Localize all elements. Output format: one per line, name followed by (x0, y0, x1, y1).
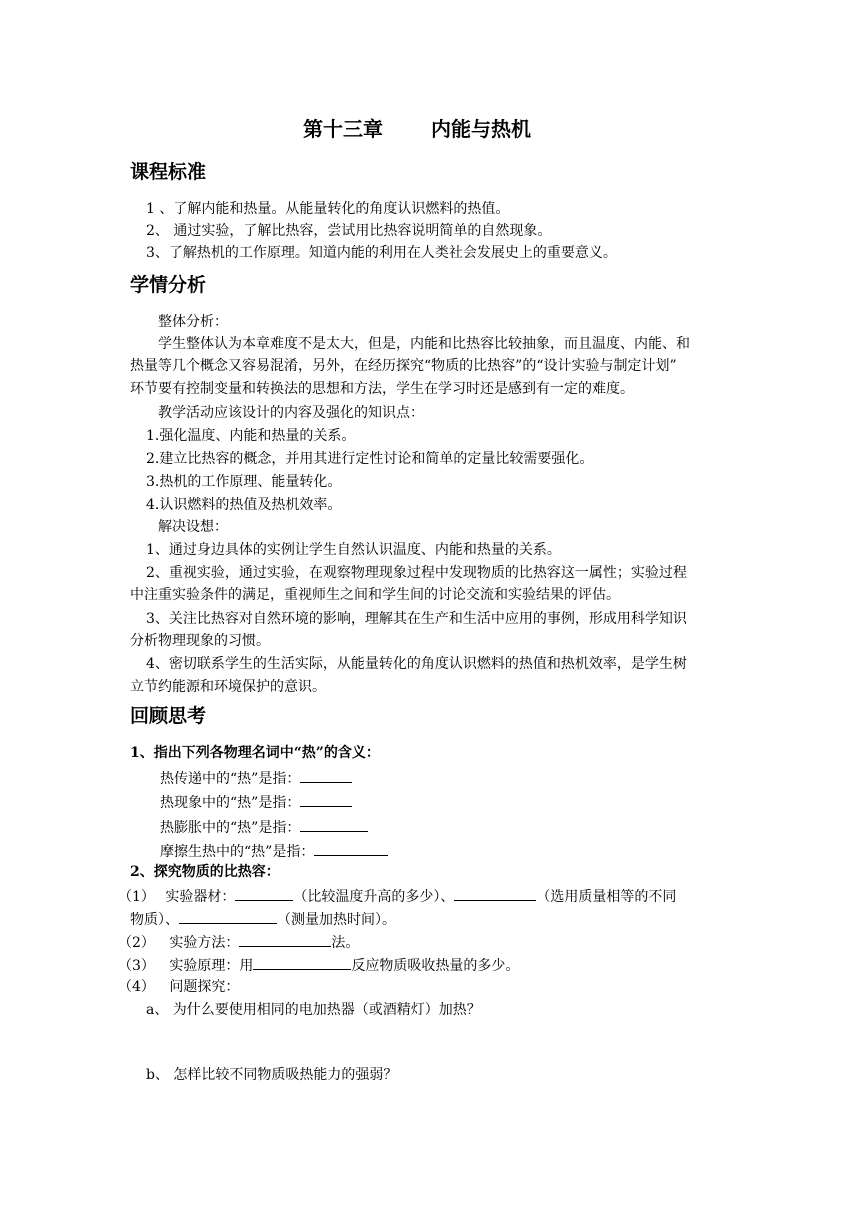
answer-blank[interactable] (300, 817, 368, 832)
q2-subquestion-b: b、 怎样比较不同物质吸热能力的强弱？ (146, 1067, 398, 1083)
q1-item-label: 摩擦生热中的“热”是指： (160, 844, 315, 860)
chapter-name: 内能与热机 (431, 117, 531, 141)
analysis-line: 3、关注比热容对自然环境的影响，理解其在生产和生活中应用的事例，形成用科学知识 (146, 611, 687, 627)
analysis-line: 3.热机的工作原理、能量转化。 (146, 474, 342, 490)
answer-blank[interactable] (454, 886, 536, 901)
part-text: （选用质量相等的不同 (536, 889, 677, 905)
analysis-line: 解决设想： (158, 519, 228, 535)
q2-part-4 (118, 978, 239, 996)
page-title (303, 117, 531, 141)
part-text: （比较温度升高的多少）、 (293, 889, 455, 905)
analysis-line: 4、密切联系学生的生活实际，从能量转化的角度认识燃料的热值和热机效率，是学生树 (146, 656, 687, 672)
part-text: （测量加热时间）。 (277, 912, 396, 928)
q1-item-label: 热膨胀中的“热”是指： (160, 820, 301, 836)
part-text: 实验原理：用 (169, 958, 254, 974)
q2-part-1 (118, 886, 676, 906)
analysis-line: 1.强化温度、内能和热量的关系。 (146, 428, 356, 444)
answer-blank[interactable] (300, 768, 352, 783)
q1-item-1 (160, 768, 352, 788)
q1-item-3 (160, 817, 368, 837)
analysis-line: 环节要有控制变量和转换法的思想和方法，学生在学习时还是感到有一定的难度。 (130, 381, 634, 397)
part-text: 实验器材： (165, 889, 236, 905)
part-text: 反应物质吸收热量的多少。 (351, 958, 520, 974)
chapter-number: 第十三章 (303, 117, 383, 141)
analysis-line: 分析物理现象的习惯。 (130, 633, 270, 649)
part-label: （3） (118, 958, 155, 974)
q1-item-label: 热传递中的“热”是指： (160, 771, 301, 787)
q2-part-1-cont (130, 909, 396, 929)
part-text: 物质）、 (130, 912, 179, 928)
analysis-line: 整体分析： (158, 314, 228, 330)
answer-blank[interactable] (253, 955, 351, 970)
curriculum-item-3: 3、了解热机的工作原理。知道内能的利用在人类社会发展史上的重要意义。 (146, 245, 617, 261)
analysis-line: 4.认识燃料的热值及热机效率。 (146, 497, 342, 513)
q2-part-2 (118, 932, 359, 952)
part-label: （1） (118, 889, 155, 905)
analysis-line: 2.建立比热容的概念，并用其进行定性讨论和简单的定量比较需要强化。 (146, 451, 594, 467)
part-label: （2） (118, 935, 155, 951)
curriculum-item-2: 2、 通过实验，了解比热容，尝试用比热容说明简单的自然现象。 (146, 223, 552, 239)
answer-blank[interactable] (239, 932, 331, 947)
answer-blank[interactable] (179, 909, 277, 924)
q1-item-2 (160, 792, 352, 812)
part-label: （4） (118, 979, 155, 995)
section-heading-curriculum: 课程标准 (130, 161, 207, 183)
section-heading-review: 回顾思考 (130, 705, 207, 727)
question-2-title: 2、探究物质的比热容： (130, 864, 280, 880)
analysis-line: 1、通过身边具体的实例让学生自然认识温度、内能和热量的关系。 (146, 542, 561, 558)
answer-blank[interactable] (300, 792, 352, 807)
part-text: 问题探究： (169, 979, 240, 995)
q1-item-4 (160, 841, 388, 861)
answer-blank[interactable] (235, 886, 293, 901)
q1-item-label: 热现象中的“热”是指： (160, 795, 301, 811)
answer-blank[interactable] (314, 841, 388, 856)
part-text: 法。 (331, 935, 360, 951)
analysis-line: 热量等几个概念又容易混淆，另外，在经历探究“物质的比热容”的“设计实验与制定计划” (130, 358, 677, 374)
curriculum-item-1: 1 、了解内能和热量。从能量转化的角度认识燃料的热值。 (146, 201, 510, 217)
analysis-line: 学生整体认为本章难度不是太大，但是，内能和比热容比较抽象，而且温度、内能、和 (158, 336, 690, 352)
q2-part-3 (118, 955, 519, 975)
section-heading-analysis: 学情分析 (130, 274, 207, 296)
analysis-line: 2、重视实验，通过实验，在观察物理现象过程中发现物质的比热容这一属性；实验过程 (146, 565, 687, 581)
analysis-line: 立节约能源和环境保护的意识。 (130, 679, 326, 695)
part-text: 实验方法： (169, 935, 240, 951)
analysis-line: 教学活动应该设计的内容及强化的知识点： (158, 405, 424, 421)
q2-subquestion-a: a、 为什么要使用相同的电加热器（或酒精灯）加热？ (146, 1002, 481, 1018)
question-1-title: 1、指出下列各物理名词中“热”的含义： (130, 745, 380, 761)
analysis-line: 中注重实验条件的满足，重视师生之间和学生间的讨论交流和实验结果的评估。 (130, 587, 620, 603)
